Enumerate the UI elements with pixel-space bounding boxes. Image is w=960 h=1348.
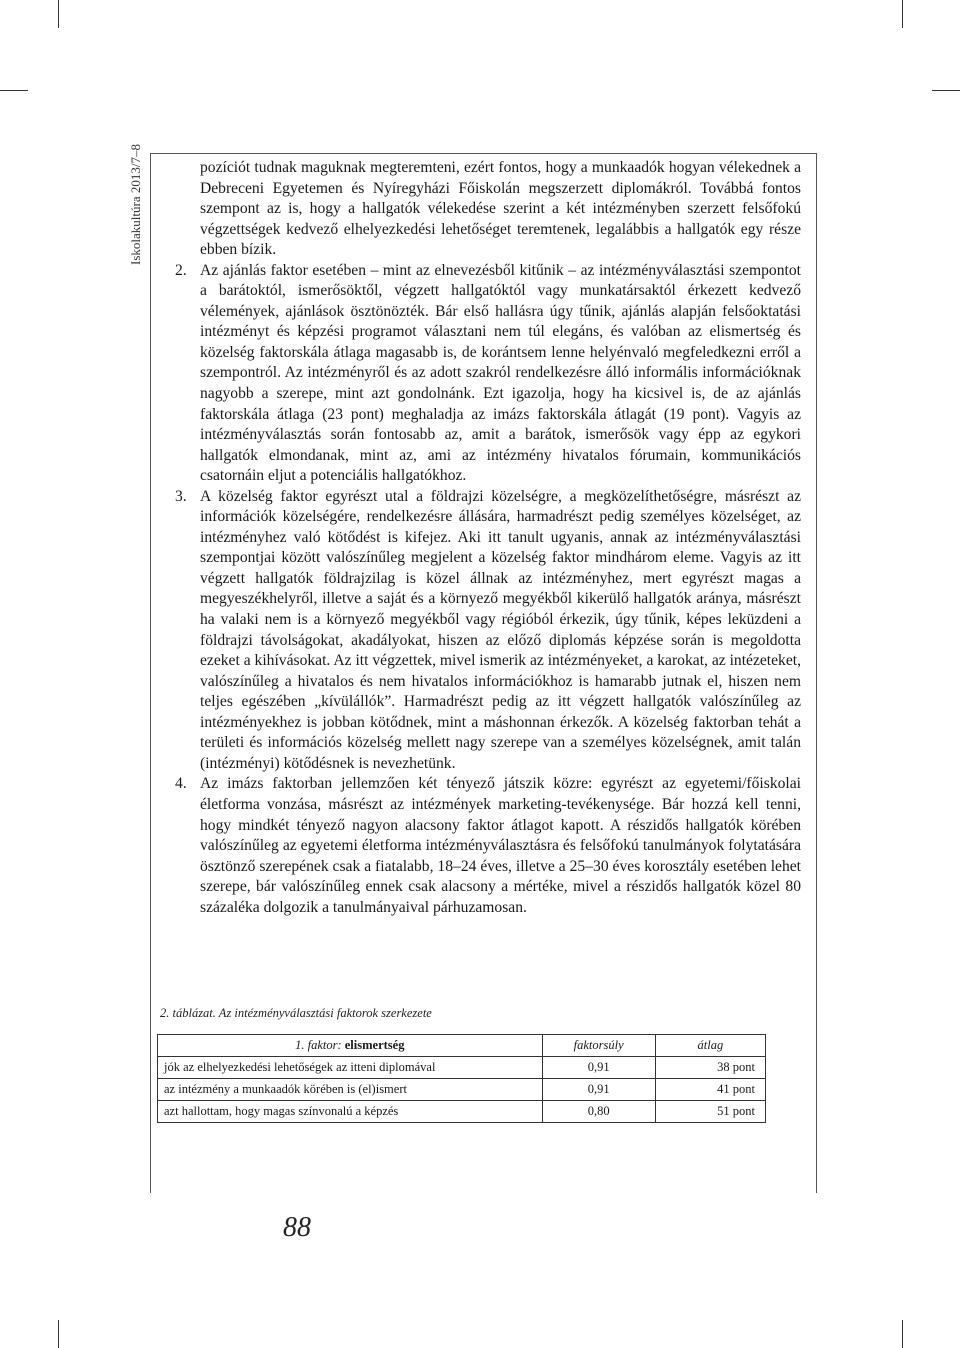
crop-mark [0, 90, 28, 91]
header-factor: 1. faktor: elismertség [158, 1035, 543, 1057]
list-item-text: A közelség faktor egyrészt utal a földrajzi közelségre, a megközelíthetőségre, másrészt az információk közelségére, rendelkezésre állására, harmadrészt pedig személyes közelséget, az intézményhez való kötődést is kifejez. Aki itt tanult ugyanis, annak az intézményválasztási szempontjai között valószínűleg megjelent a közelség faktor mindhárom eleme. Vagyis az itt végzett hallgatók földrajzilag is közel állnak az intézményhez, mert egyrészt magas a megyeszékhelyről, illetve a saját és a környező megyékből kikerülő hallgatók aránya, másrészt ha valaki nem is a környező megyékből vagy régióból érkezik, úgy tűnik, képes leküzdeni a földrajzi távolságokat, akadályokat, hiszen az előző diplomás képzése során is megoldotta ezeket a kihívásokat. Az itt végzettek, mivel ismerik az intézményeket, a karokat, az intézeteket, valószínűleg a hivatalos és nem hivatalos információkhoz is hamarabb jutnak el, hiszen nem teljes egészében „kívülállók”. Harmadrészt pedig az itt végzett hallgatók valószínűleg az intézményekhez is jobban kötődnek, mint a máshonnan érkezők. A közelség faktorban tehát a területi és információs közelség mellett nagy szerepe van a személyes közelségnek, amit talán (intézményi) kötődésnek is nevezhetünk. [200, 487, 801, 772]
list-item [175, 261, 801, 487]
list-item-number: 3. [175, 487, 187, 505]
row-mean: 51 pont [655, 1101, 765, 1123]
crop-mark [932, 90, 960, 91]
crop-mark [58, 0, 59, 28]
list-item-number: 2. [175, 261, 187, 279]
table-row [158, 1079, 766, 1101]
row-label: jók az elhelyezkedési lehetőségek az itteni diplomával [158, 1057, 543, 1079]
row-label: azt hallottam, hogy magas színvonalú a képzés [158, 1101, 543, 1123]
left-rule [150, 153, 151, 1193]
header-mean: átlag [655, 1035, 765, 1057]
header-weight: faktorsúly [542, 1035, 655, 1057]
row-weight: 0,91 [542, 1057, 655, 1079]
crop-mark [902, 0, 903, 28]
page-number: 88 [283, 1212, 311, 1243]
right-rule [816, 153, 817, 1193]
list-item-text: Az ajánlás faktor esetében – mint az elnevezésből kitűnik – az intézményválasztási szempontot a barátoktól, ismerősöktől, végzett hallgatóktól vagy munkatársaktól érkezett kedvező vélemények, ajánlások ösztönözték. Bár első hallásra úgy tűnik, ajánlás alapján felsőoktatási intézményt és képzési programot választani nem túl elegáns, és valóban az elismertség és közelség faktorskála átlaga magasabb is, de korántsem lenne helyénvaló megfeledkezni erről a szempontról. Az intézményről és az adott szakról rendelkezésre álló informális információknak nagyobb a szerepe, mint azt gondolnánk. Ezt igazolja, hogy ha kicsivel is, de az ajánlás faktorskála átlaga (23 pont) meghaladja az imázs faktorskála átlagát (19 pont). Vagyis az intézményválasztás során fontosabb az, amit a barátok, ismerősök vagy épp az egykori hallgatók elmondanak, mint az, ami az intézmény hivatalos fórumain, kommunikációs csatornáin eljut a potenciális hallgatókhoz. [200, 261, 801, 485]
row-weight: 0,91 [542, 1079, 655, 1101]
row-mean: 38 pont [655, 1057, 765, 1079]
body-text [175, 158, 801, 918]
table-caption: 2. táblázat. Az intézményválasztási faktorok szerkezete [160, 1006, 432, 1020]
list-item [175, 774, 801, 918]
crop-mark [58, 1320, 59, 1348]
list-item [175, 487, 801, 775]
header-rule [150, 153, 817, 154]
list-item-number: 4. [175, 775, 187, 793]
table-header-row [158, 1035, 766, 1057]
crop-mark [902, 1320, 903, 1348]
table-row [158, 1101, 766, 1123]
row-weight: 0,80 [542, 1101, 655, 1123]
row-label: az intézmény a munkaadók körében is (el)ismert [158, 1079, 543, 1101]
row-mean: 41 pont [655, 1079, 765, 1101]
list-item-text: Az imázs faktorban jellemzően két tényező játszik közre: egyrészt az egyetemi/főiskolai életforma vonzása, másrészt az intézmények marketing-tevékenysége. Bár hozzá kell tenni, hogy mindkét tényező nagyon alacsony faktor átlagot kapott. A részidős hallgatók körében valószínűleg az egyetemi életforma intézményválasztásra és felsőfokú tanulmányok folytatására ösztönző szerepének csak a fiatalabb, 18–24 éves, illetve a 25–30 éves korosztály esetében lehet szerepe, bár valószínűleg ennek csak alacsony a mértéke, mivel a részidős hallgatók közel 80 százaléka dolgozik a tanulmányaival párhuzamosan. [200, 775, 801, 916]
factor-table [157, 1034, 766, 1123]
table-row [158, 1057, 766, 1079]
intro-paragraph: pozíciót tudnak maguknak megteremteni, ezért fontos, hogy a munkaadók hogyan vélekednek a Debreceni Egyetemen és Nyíregyházi Főiskolán megszerzett diplomákról. Továbbá fontos szempont az is, hogy a hallgatók vélekedése szerint a két intézményben szerzett felsőfokú végzettségek kedvező elhelyezkedési lehetőséget teremtenek, legalábbis a hallgatók egy része ebben bízik. [200, 159, 801, 259]
running-head-text: Iskolakultúra 2013/7–8 [128, 144, 143, 265]
